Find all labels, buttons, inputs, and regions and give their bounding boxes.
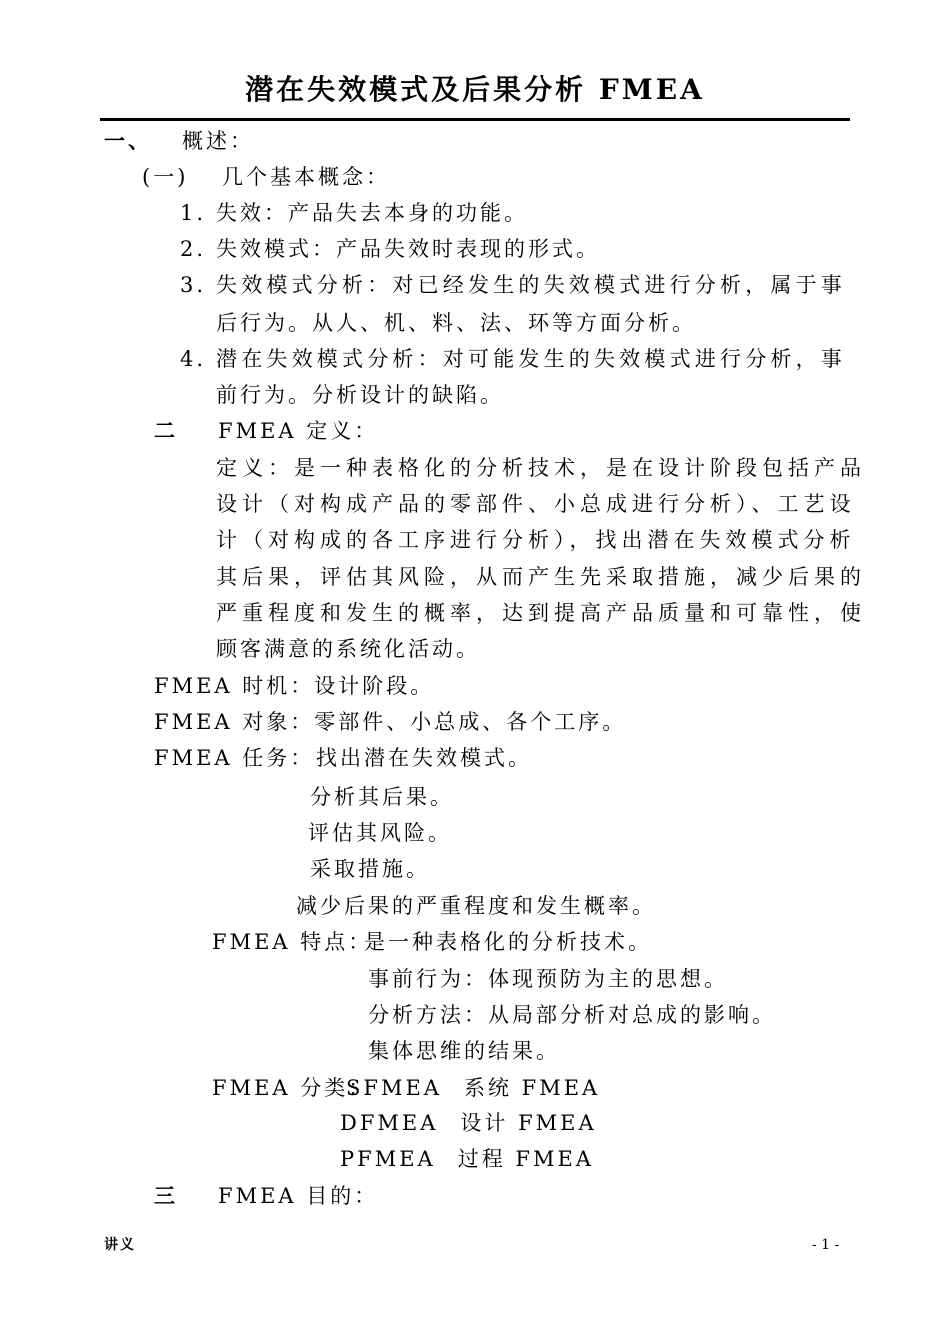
fmea-task-2: 分析其后果。 (310, 785, 454, 809)
fmea-task-5: 减少后果的严重程度和发生概率。 (296, 894, 656, 918)
fmea-task-3: 评估其风险。 (308, 821, 452, 845)
definition-line-4: 其后果，评估其风险，从而产生先采取措施，减少后果的 (216, 565, 866, 589)
section2-number: 二 (154, 418, 178, 443)
item4-number: 4. (180, 347, 207, 371)
document-title: 潜在失效模式及后果分析 FMEA (245, 73, 705, 106)
title-rule (100, 118, 850, 121)
item2-number: 2. (180, 237, 207, 261)
item1-text: 失效：产品失去本身的功能。 (216, 201, 528, 225)
section2-heading: FMEA 定义： (218, 419, 379, 443)
fmea-task-4: 采取措施。 (310, 857, 430, 881)
fmea-type-3-abbr: PFMEA (340, 1147, 436, 1171)
definition-line-3: 计（对构成的各工序进行分析），找出潜在失效模式分析 (216, 528, 856, 552)
fmea-features-label: FMEA 特点： (212, 930, 373, 954)
definition-line-6: 顾客满意的系统化活动。 (216, 637, 480, 661)
sub1-number: (一) (142, 165, 189, 189)
fmea-timing: FMEA 时机：设计阶段。 (154, 674, 435, 698)
definition-line-2: 设计（对构成产品的零部件、小总成进行分析）、工艺设 (216, 492, 856, 516)
fmea-type-1-name: 系统 FMEA (463, 1076, 601, 1100)
fmea-tasks-label: FMEA 任务： (154, 746, 315, 770)
fmea-type-1-abbr: SFMEA (346, 1076, 442, 1100)
fmea-type-2-abbr: DFMEA (340, 1111, 439, 1135)
item4-line2: 前行为。分析设计的缺陷。 (216, 383, 504, 407)
section1-number: 一、 (104, 128, 152, 153)
fmea-feature-2: 事前行为：体现预防为主的思想。 (368, 967, 728, 991)
section3-number: 三 (154, 1183, 178, 1208)
fmea-feature-1: 是一种表格化的分析技术。 (364, 930, 652, 954)
item3-number: 3. (180, 273, 207, 297)
fmea-types-label: FMEA 分类： (212, 1076, 373, 1100)
section1-heading: 概述： (182, 129, 254, 153)
definition-line-5: 严重程度和发生的概率，达到提高产品质量和可靠性，使 (216, 601, 866, 625)
fmea-object: FMEA 对象：零部件、小总成、各个工序。 (154, 710, 627, 734)
fmea-feature-3: 分析方法：从局部分析对总成的影响。 (368, 1003, 776, 1027)
fmea-type-2 (340, 1110, 597, 1136)
fmea-type-3-name: 过程 FMEA (457, 1147, 594, 1171)
item3-line2: 后行为。从人、机、料、法、环等方面分析。 (216, 311, 696, 335)
item3-line1: 失效模式分析：对已经发生的失效模式进行分析，属于事 (216, 273, 846, 297)
item4-line1: 潜在失效模式分析：对可能发生的失效模式进行分析，事 (216, 347, 846, 371)
item1-number: 1. (180, 201, 207, 225)
sub1-heading: 几个基本概念： (222, 165, 390, 189)
section3-heading: FMEA 目的： (218, 1184, 379, 1208)
definition-line-1: 定义：是一种表格化的分析技术，是在设计阶段包括产品 (216, 456, 866, 480)
fmea-task-1: 找出潜在失效模式。 (316, 746, 532, 770)
item2-text: 失效模式：产品失效时表现的形式。 (216, 237, 600, 261)
fmea-type-1 (346, 1075, 600, 1101)
footer-page-number: - 1 - (812, 1237, 840, 1253)
footer-left-label: 讲义 (104, 1237, 136, 1253)
fmea-type-3 (340, 1146, 594, 1172)
fmea-type-2-name: 设计 FMEA (460, 1111, 597, 1135)
fmea-feature-4: 集体思维的结果。 (368, 1039, 560, 1063)
